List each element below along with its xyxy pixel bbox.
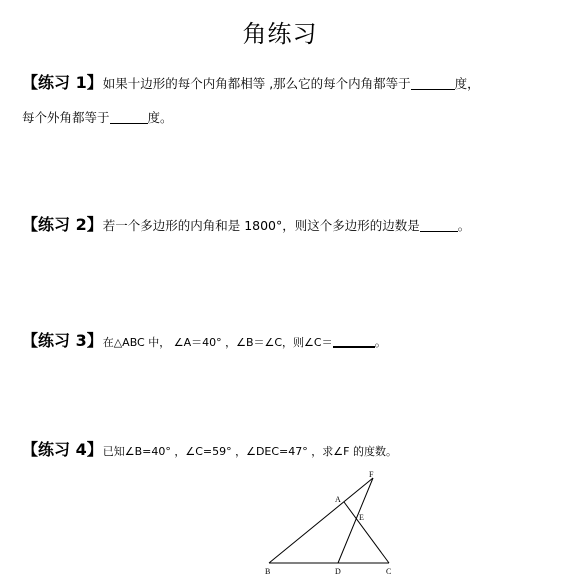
question-4-tag: 【练习 4】 bbox=[22, 440, 103, 459]
question-1-blank-2[interactable] bbox=[110, 122, 148, 124]
question-1-text-1: 如果十边形的每个内角都相等 ,那么它的每个内角都等于 bbox=[102, 76, 411, 91]
question-2-blank[interactable] bbox=[420, 230, 458, 232]
question-1-text-4: 度。 bbox=[147, 110, 173, 125]
question-3-line bbox=[22, 328, 387, 351]
triangle-figure bbox=[255, 468, 415, 580]
question-3-text-1: 在△ABC 中， ∠A＝40° ，∠B＝∠C，则∠C＝ bbox=[102, 336, 333, 349]
question-1-tag: 【练习 1】 bbox=[22, 73, 103, 92]
label-F: F bbox=[369, 470, 374, 479]
label-A: A bbox=[335, 495, 341, 504]
question-2-text-2: 。 bbox=[457, 218, 471, 233]
label-B: B bbox=[265, 567, 271, 576]
label-C: C bbox=[386, 567, 392, 576]
question-1-text-2: 度， bbox=[454, 76, 480, 91]
segment-DF bbox=[338, 478, 373, 563]
question-1-text-3: 每个外角都等于 bbox=[22, 110, 110, 125]
label-D: D bbox=[335, 567, 341, 576]
question-1-line-1 bbox=[22, 70, 480, 93]
question-3-text-2: 。 bbox=[374, 334, 388, 349]
question-4-text-1: 已知∠B=40° ，∠C=59° ，∠DEC=47° ，求∠F 的度数。 bbox=[102, 445, 397, 458]
question-2-tag: 【练习 2】 bbox=[22, 215, 103, 234]
page-title: 角练习 bbox=[242, 20, 318, 48]
question-1-line-2 bbox=[22, 108, 173, 126]
question-3-tag: 【练习 3】 bbox=[22, 331, 103, 350]
question-1-blank-1[interactable] bbox=[411, 88, 455, 90]
question-3-blank[interactable] bbox=[333, 345, 375, 348]
label-E: E bbox=[359, 513, 364, 522]
question-2-line bbox=[22, 212, 470, 235]
question-2-text-1: 若一个多边形的内角和是 1800°，则这个多边形的边数是 bbox=[102, 218, 420, 233]
question-4-line bbox=[22, 437, 397, 460]
